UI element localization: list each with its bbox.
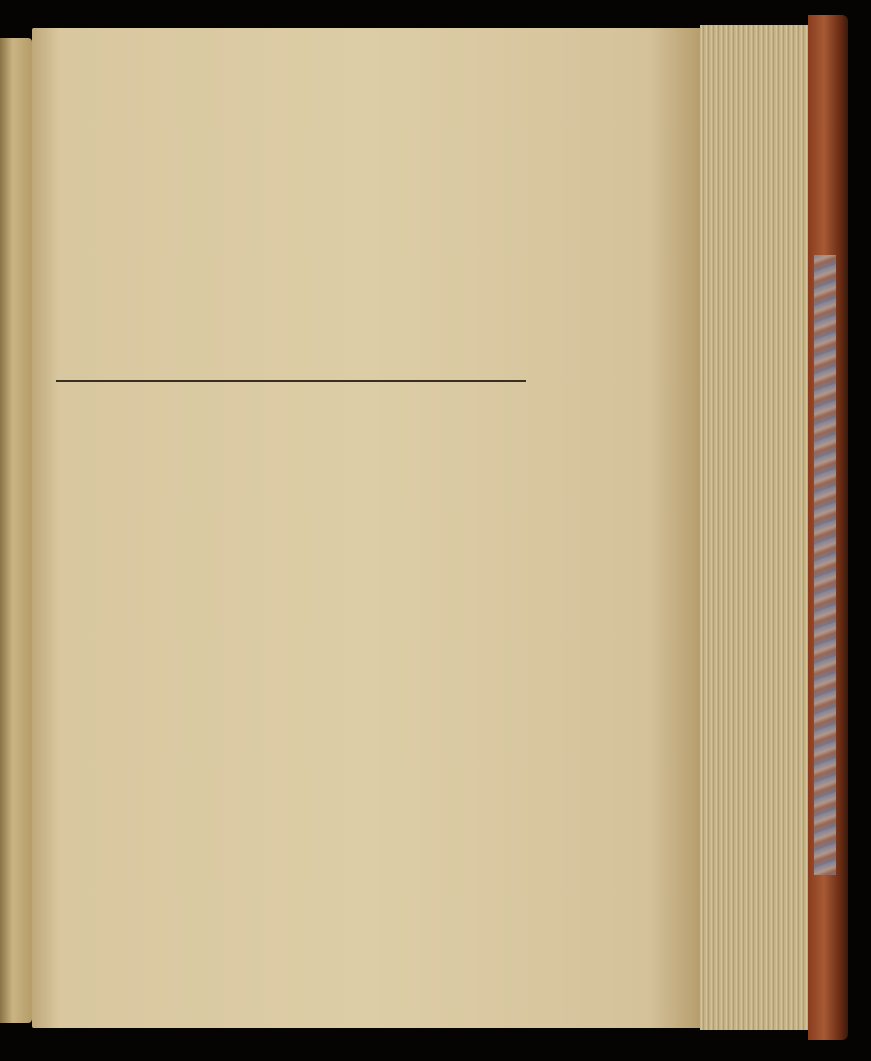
section-divider [56, 380, 526, 382]
marbled-edge [814, 255, 836, 875]
book-page [32, 28, 702, 1028]
running-header [160, 90, 560, 120]
book-binding [808, 15, 848, 1040]
page-block-edge [700, 25, 812, 1030]
facing-page-edge [0, 38, 32, 1023]
